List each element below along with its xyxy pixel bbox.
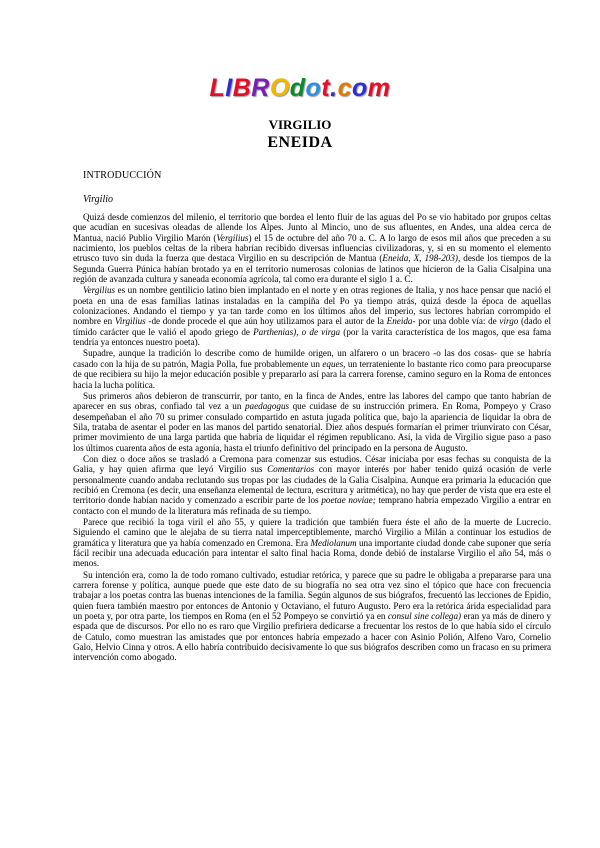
text-run: Parece que recibió la toga viril el año 55, y quiere la tradición que también fuera éste el año de la muerte de Lucrecio. Siguiendo el camino que le alejaba de su tierra natal imperceptiblemente, marchó Virgilio a Milán a continuar los estudios de gramática y literatura que ya había comenzado en Cremona. Era [73,516,551,548]
work-title: ENEIDA [267,134,333,151]
logo-letter: d [289,74,306,102]
title-block [0,117,600,152]
text-run: eran ya más de dinero y espada que de discursos. Por ello no es raro que Virgilio prefiriera dedicarse a frecuentar los restos de lo que había sido el círculo de Catulo, como muestran las amistades que por entonces habría empezado a hacer con Asinio Polión, Alfeno Varo, Cornelio Galo, Helvio Cinna y otros. A ello habría contribuido decisivamente lo que sus biógrafos describen como un fracaso en su primera intervención como abogado. [73,611,552,663]
italic-run: Vergilius [83,285,116,296]
paragraph [73,285,551,347]
text-run: ) el 15 de octubre del año 70 a. C. A lo largo de esos mil años que preceden a su nacimiento, los pueblos celtas de la ribera habrían recibido diversas influencias civilizadoras, y, si en su momento el elemento etrusco tuvo sin duda la fuerza que destaca Virgilio en su descripción de Mantua ( [73,232,551,264]
logo-letter: o [305,74,322,102]
italic-run: Comentarios [267,464,315,475]
text-run: con mayor interés por haber tenido quizá ocasión de verle personalmente cuando andaba reclutando sus tropas por las ciudades de la Galia Cisalpina. Aunque era primaria la educación que recibió en Cremona (es decir, una enseñanza elemental de lectura, escritura y aritmética), no hay que perder de vista que era este el territorio donde habían nacido y comenzado a escribir parte de los [73,464,551,506]
text-run: -de donde procede el que aún hoy utilizamos para el autor de la [145,316,387,327]
logo-letter: O [269,74,290,102]
paragraph [73,391,551,453]
logo-letter: B [232,74,252,102]
text-run: que cuidase de su instrucción primera. En Roma, Pompeyo y Craso desempeñaban el año 70 su primer consulado compartido en astuta jugada política que, bajo la apariencia de liquidar la obra de Sila, trataba de asentar el poder en las manos del partido senatorial. Diez años después formarían el primer triunvirato con César, primer movimiento de una larga partida que habría de liquidar el régimen republicano. Así, la vida de Virgilio sigue paso a paso los últimos cuarenta años de esta agonía, hasta el triunfo definitivo del principado en la persona de Augusto. [73,401,551,453]
body-text [73,212,551,664]
italic-run: virgo [499,316,519,327]
logo-letter: I [225,74,233,102]
author-name: VIRGILIO [268,117,332,132]
text-run: Quizá desde comienzos del milenio, el territorio que bordea el lento fluir de las aguas del Po se vio habitado por grupos celtas que acudían en sucesivas oleadas de allende los Alpes. Junto al Mincio, uno de sus afluentes, en Andes, una aldea cerca de Mantua, nació Publio Virgilio Marón ( [73,212,551,243]
italic-run: Parthenias), o de virga [253,326,341,337]
text-run: Supadre, aunque la tradición lo describe como de humilde origen, un alfarero o un bracero -o las dos cosas- que se habría casado con la hija de su patrón, Magia Polla, fue probablemente un [73,348,551,369]
text-run: una importante ciudad donde cabe suponer que sería fácil recibir una adecuada educación para intentar el salto final hacia Roma, donde debió de instalarse Virgilio el año 54, más o menos. [73,537,551,569]
italic-run: Eneida, X, 198-203), [382,253,461,264]
text-run: Sus primeros años debieron de transcurrir, por tanto, en la finca de Andes, entre las labores del campo que tanto habrían de aparecer en sus obras, confiado tal vez a un [73,390,551,412]
subsection-heading: Virgilio [83,194,113,205]
italic-run: consul sine collega) [387,611,462,622]
italic-run: Virgilius [114,316,146,327]
paragraph [73,570,551,663]
italic-run: poetae noviae; [321,495,376,506]
text-run: temprano habría empezado Virgilio a entrar en contacto con el mundo de la literatura más refinada de su tiempo. [73,495,551,516]
text-run: - por una doble vía: de [412,316,500,327]
italic-run: Eneida [386,316,413,327]
librodot-logo [0,74,600,103]
italic-run: Mediolanum [310,537,357,548]
logo-letter: t [321,74,331,102]
logo-letter: o [352,74,368,102]
logo-letter: c [337,74,353,102]
italic-run: Vergilius [216,232,249,243]
logo-letter: m [367,74,391,102]
paragraph [73,454,551,516]
paragraph [73,517,551,569]
text-run: es un nombre gentilicio latino bien implantado en el norte y en otras regiones de Italia, y nos hace pensar que nació el poeta en una de esas familias latinas instaladas en la campiña del Po ya tiempo atrás, quizá desde la época de aquellas colonizaciones. Andando el tiempo y ya tan tarde como en los últimos años del imperio, sus lectores habrían corrompido el nombre en [73,285,551,327]
paragraph [73,212,551,284]
logo-letter: R [251,74,270,102]
text-run: (dado el tímido carácter que le valió el apodo griego de [73,316,552,337]
text-run: desde los tiempos de la Segunda Guerra Púnica habían brotado ya en el territorio numerosas colonias de latinos que hicieron de la Galia Cisalpina una región de avanzada cultura y saneada economía agrícola, tal como era durante el siglo 1 a. C. [73,253,552,285]
italic-run: paedagogus [244,401,290,412]
logo-letter: . [330,74,338,102]
paragraph [73,348,551,389]
italic-run: eques, [322,358,346,369]
text-run: Con diez o doce años se trasladó a Cremona para comenzar sus estudios. César iniciaba por esas fechas su conquista de la Galia, y hay quien afirma que leyó Virgilio sus [73,453,551,475]
logo-letter: L [209,74,226,102]
text-run: Su intención era, como la de todo romano cultivado, estudiar retórica, y parece que su padre le obligaba a prepararse para una carrera forense y política, aunque puede que este dato de su biografía no sea otra vez sino el tópico que hace con frecuencia trabajar a los poetas contra las buenas intenciones de la familia. Según algunos de sus biógrafos, frecuentó las lecciones de Epidio, quien fuera también maestro por entonces de Antonio y Octaviano, el futuro Augusto. Pero era la retórica árida especialidad para un poeta y, por otra parte, los tiempos en Roma (en el 52 Pompeyo se convirtió ya en [73,569,551,622]
text-run: un terrateniente lo bastante rico como para preocuparse de que recibiera su hijo la mejor educación posible y prepararlo así para la carrera forense, camino seguro en la Roma de entonces hacia la lucha política. [73,358,552,390]
text-run: (por la varita característica de los magos, que esa fama tendría ya entonces nuestro poeta). [73,326,551,348]
section-heading: INTRODUCCIÓN [83,170,162,181]
